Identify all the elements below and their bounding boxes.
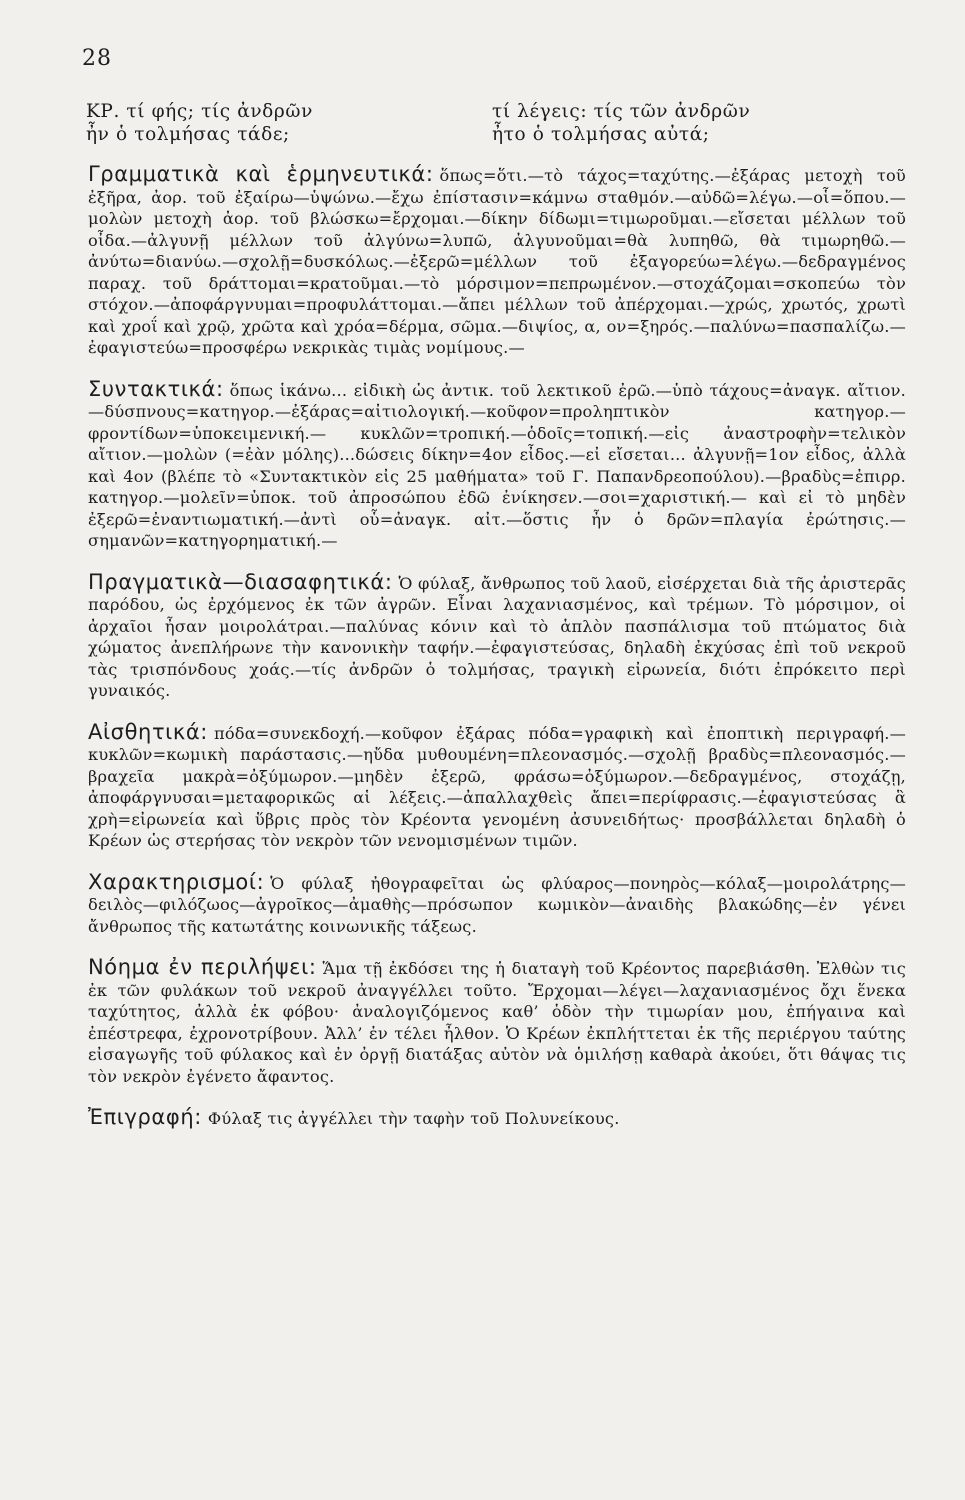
translation-line: τί λέγεις: τίς τῶν ἀνδρῶν xyxy=(492,101,751,122)
section-heading: Γραμματικὰ καὶ ἑρμηνευτικά: xyxy=(88,162,434,186)
section-heading: Αἰσθητικά: xyxy=(88,719,208,744)
section-text: ὅπως ἱκάνω... εἰδικὴ ὡς ἀντικ. τοῦ λεκτικοῦ ἐρῶ.—ὑπὸ τάχους=ἀναγκ. αἴτιον.—δύσπνους=κατηγορ.—ἐξάρας=αἰτιολογική.—κοῦφον=προληπτικὸν κατηγορ.— φροντίδων=ὑποκειμενική.— κυκλῶν=τροπική.—ὁδοῖς=τοπική.—εἰς ἀναστροφὴν=τελικὸν αἴτιον.—μολὼν (=ἐὰν μόλης)...δώσεις δίκην=4ον εἶδος.—εἰ εἴσεται... ἀλγυνῇ=1ον εἶδος, ἀλλὰ καὶ 4ον (βλέπε τὸ «Συντακτικὸν εἰς 25 μαθήματα» τοῦ Γ. Παπανδρεοπούλου).—βραδὺς=ἐπιρρ. κατηγορ.—μολεῖν=ὑποκ. τοῦ ἀπροσώπου ἐδῶ ἐνίκησεν.—σοι=χαριστική.— καὶ εἰ τὸ μηδὲν ἐξερῶ=ἐναντιωματική.—ἀντὶ οὗ=ἀναγκ. αἰτ.—ὅστις ἦν ὁ δρῶν=πλαγία ἐρώτησις.—σημανῶν=κατηγορηματική.— xyxy=(88,380,906,550)
section-grammatical xyxy=(88,164,906,359)
section-characterizations xyxy=(88,869,906,938)
translation-line: ἦτο ὁ τολμήσας αὐτά; xyxy=(492,124,710,145)
section-syntactic xyxy=(88,376,906,552)
section-heading: Ἐπιγραφή: xyxy=(88,1105,202,1129)
section-text: Φύλαξ τις ἀγγέλλει τὴν ταφὴν τοῦ Πολυνείκους. xyxy=(207,1109,620,1128)
original-verse xyxy=(86,100,466,146)
section-text: ὅπως=ὅτι.—τὸ τάχος=ταχύτης.—ἐξάρας μετοχὴ τοῦ ἐξῆρα, ἀορ. τοῦ ἐξαίρω—ὑψώνω.—ἔχω ἐπίστασιν=κάμνω σταθμόν.—αὐδῶ=λέγω.—οἷ=ὅπου.—μολὼν μετοχὴ ἀορ. τοῦ βλώσκω=ἔρχομαι.—δίκην δίδωμι=τιμωροῦμαι.—εἴσεται μέλλων τοῦ οἶδα.—ἀλγυνῇ μέλλων τοῦ ἀλγύνω=λυπῶ, ἀλγυνοῦμαι=θὰ λυπηθῶ, θὰ τιμωρηθῶ.—ἀνύτω=διανύω.—σχολῇ=δυσκόλως.—ἐξερῶ=μέλλων τοῦ ἐξαγορεύω=λέγω.—δεδραγμένος παραχ. τοῦ δράττομαι=κρατοῦμαι.—τὸ μόρσιμον=πεπρωμένον.—στοχάζομαι=σκοπεύω τὸν στόχον.—ἀποφάργνυμαι=προφυλάττομαι.—ἄπει μέλλων τοῦ ἀπέρχομαι.—χρώς, χρωτός, χρωτὶ καὶ χροΐ καὶ χρῷ, χρῶτα καὶ χρόα=δέρμα, σῶμα.—διψίος, α, ον=ξηρός.—παλύνω=πασπαλίζω.—ἐφαγιστεύω=προσφέρω νεκρικὰς τιμὰς νομίμους.— xyxy=(88,166,906,357)
section-factual xyxy=(88,569,906,702)
page-number: 28 xyxy=(82,46,112,71)
verse-line: ἦν ὁ τολμήσας τάδε; xyxy=(86,124,290,145)
section-summary xyxy=(88,957,906,1087)
section-text: Ὁ φύλαξ, ἄνθρωπος τοῦ λαοῦ, εἰσέρχεται διὰ τῆς ἀριστερᾶς παρόδου, ὡς ἐρχόμενος ἐκ τῶν ἀγρῶν. Εἶναι λαχανιασμένος, καὶ τρέμων. Τὸ μόρσιμον, οἱ ἀρχαῖοι ἦσαν μοιρολάτραι.—παλύνας κόνιν καὶ τὸ ἁπλὸν πασπάλισμα τοῦ πτώματος διὰ χώματος ἀνεπλήρωνε τὴν κανονικὴν ταφήν.—ἐφαγιστεύσας, δηλαδὴ ἐκχύσας ἐπὶ τοῦ νεκροῦ τὰς τρισπόνδους χοάς.—τίς ἀνδρῶν ὁ τολμήσας, τραγικὴ εἰρωνεία, διότι ἐπρόκειτο περὶ γυναικός. xyxy=(88,573,906,700)
section-heading: Νόημα ἐν περιλήψει: xyxy=(88,955,317,979)
commentary-sections xyxy=(88,164,906,1130)
section-heading: Πραγματικὰ—διασαφητικά: xyxy=(88,569,393,594)
section-text: πόδα=συνεκδοχή.—κοῦφον ἐξάρας πόδα=γραφικὴ καὶ ἐποπτικὴ περιγραφή.—κυκλῶν=κωμικὴ παράστασις.—ηὔδα μυθουμένη=πλεονασμός.—σχολῇ βραδὺς=πλεονασμός.—βραχεῖα μακρὰ=ὀξύμωρον.—μηδὲν ἐξερῶ, φράσω=ὀξύμωρον.—δεδραγμένος, στοχάζῃ, ἀποφάργνυσαι=μεταφορικῶς αἱ λέξεις.—ἀπαλλαχθεὶς ἄπει=περίφρασις.—ἐφαγιστεύσας ἃ χρὴ=εἰρωνεία καὶ ὕβρις πρὸς τὸν Κρέοντα γενομένη ἀσυνειδήτως· προσβάλλεται δηλαδὴ ὁ Κρέων ὡς στερήσας τὸν νεκρὸν τῶν νενομισμένων τιμῶν. xyxy=(88,723,906,850)
section-title xyxy=(88,1107,906,1130)
section-text: Ὁ φύλαξ ἠθογραφεῖται ὡς φλύαρος—πονηρὸς—κόλαξ—μοιρολάτρης—δειλὸς—φιλόζωος—ἀγροῖκος—ἀμαθὴς—πρόσωπον κωμικὸν—ἀναιδὴς βλακώδης—ἐν γένει ἄνθρωπος τῆς κατωτάτης κοινωνικῆς τάξεως. xyxy=(88,873,906,936)
section-text: Ἅμα τῇ ἐκδόσει της ἡ διαταγὴ τοῦ Κρέοντος παρεβιάσθη. Ἐλθὼν τις ἐκ τῶν φυλάκων τοῦ νεκροῦ ἀναγγέλλει τοῦτο. Ἔρχομαι—λέγει—λαχανιασμένος ὄχι ἕνεκα ταχύτητος, ἀλλὰ ἐκ φόβου· ἀναλογιζόμενος καθ’ ὁδὸν τὴν τιμωρίαν μου, ἐπήγαινα καὶ ἐπέστρεφα, ἐχρονοτρίβουν. Ἀλλ’ ἐν τέλει ἦλθον. Ὁ Κρέων ἐκπλήττεται ἐκ τῆς περιέργου ταύτης εἰσαγωγῆς τοῦ φύλακος καὶ ἐν ὀργῇ διατάξας αὐτὸν νὰ ὁμιλήσῃ καθαρὰ ἀκούει, ὅτι θάψας τις τὸν νεκρὸν ἐγένετο ἄφαντος. xyxy=(88,959,906,1086)
section-heading: Χαρακτηρισμοί: xyxy=(88,869,265,894)
translation-verse xyxy=(492,100,892,146)
section-aesthetic xyxy=(88,719,906,852)
verse-line: ΚΡ. τί φής; τίς ἀνδρῶν xyxy=(86,101,313,122)
section-heading: Συντακτικά: xyxy=(88,376,224,401)
